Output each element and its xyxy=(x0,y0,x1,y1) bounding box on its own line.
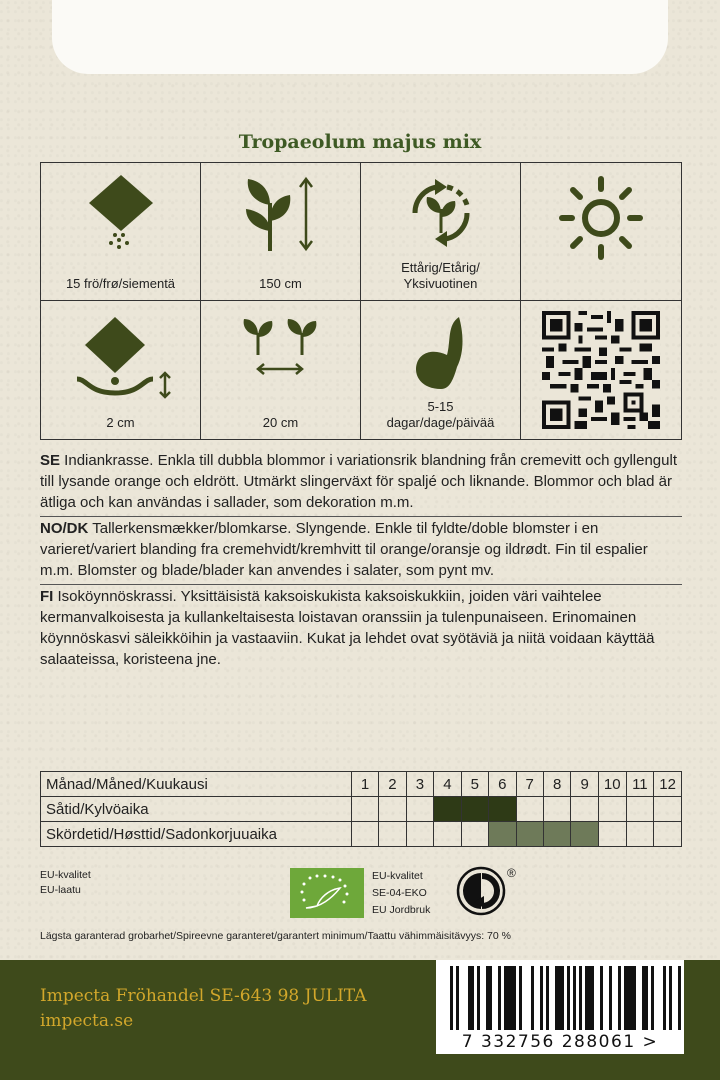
barcode-bar xyxy=(618,966,621,1030)
month-12: 12 xyxy=(654,772,682,797)
full-sun-icon xyxy=(556,173,646,263)
month-11: 11 xyxy=(626,772,654,797)
barcode-bar xyxy=(531,966,534,1030)
spacing-cell xyxy=(201,301,361,439)
registered-mark: ® xyxy=(507,866,516,880)
description-fi: FI Isoköynnöskrassi. Yksittäisistä kaksoiskukista kaksoiskukkiin, joiden väri vaihtelee kermanvalkoisesta ja kullankeltaisesta loistavan oranssiin ja tulenpunaiseen. Erinomainen köynnöskasvi säleikköihin ja vastaaviin. Kukat ja lehdet ovat syötäviä ja niitä voidaan käyttää salaateissa, koristeena jne. xyxy=(40,588,655,668)
harvest-cell-1 xyxy=(351,822,378,847)
eu-organic-leaf-icon xyxy=(290,868,364,918)
icon-grid xyxy=(40,162,682,440)
harvest-cell-5 xyxy=(461,822,488,847)
germination-guarantee: Lägsta garanterad grobarhet/Spireevne garanteret/garantert minimum/Taattu vähimmäisitävyys: 70 % xyxy=(40,930,511,942)
month-header-label: Månad/Måned/Kuukausi xyxy=(41,772,352,797)
green-dot-recycle-icon xyxy=(456,866,506,916)
barcode-bar xyxy=(579,966,582,1030)
germination-time-label: 5-15 dagar/dage/päivää xyxy=(386,399,495,430)
sow-cell-6 xyxy=(489,797,516,822)
seed-packet-icon xyxy=(81,173,161,253)
calendar-sow-row xyxy=(41,797,682,822)
month-2: 2 xyxy=(379,772,406,797)
harvest-cell-2 xyxy=(379,822,406,847)
sow-cell-7 xyxy=(516,797,543,822)
harvest-cell-9 xyxy=(571,822,598,847)
description-no-dk: NO/DK Tallerkensmækker/blomkarse. Slyngende. Enkle til fyldte/doble blomster i en varieret/variert blanding fra cremehvidt/kremhvitt til orange/oransje og ildrødt. Fin til espalier m.m. Blomster og blade/blader kan anvendes i salater, som pynt mv. xyxy=(40,518,682,585)
spacing-label: 20 cm xyxy=(262,415,299,430)
sow-cell-5 xyxy=(461,797,488,822)
harvest-cell-10 xyxy=(598,822,626,847)
harvest-cell-12 xyxy=(654,822,682,847)
barcode-bar xyxy=(600,966,603,1030)
description-se: SE Indiankrasse. Enkla till dubbla blommor i variationsrik blandning från cremevitt och gyllengult till lysande orange och eldrött. Utmärkt slingerväxt för spaljé och liknande. Blommor och blad är ätliga och kan användas i sallader, som dekoration m.m. xyxy=(40,450,682,517)
month-9: 9 xyxy=(571,772,598,797)
sowing-calendar xyxy=(40,771,682,847)
company-address xyxy=(40,984,366,1034)
sow-cell-10 xyxy=(598,797,626,822)
sow-cell-11 xyxy=(626,797,654,822)
plant-height-icon xyxy=(236,173,326,253)
barcode-digits: 7 332756 288061 > xyxy=(461,1032,659,1052)
barcode-bar xyxy=(669,966,672,1030)
month-4: 4 xyxy=(434,772,461,797)
barcode-bar xyxy=(519,966,522,1030)
height-label: 150 cm xyxy=(259,276,302,291)
harvest-label: Skördetid/Høsttid/Sadonkorjuuaika xyxy=(41,822,352,847)
description xyxy=(40,450,682,674)
seed-count-label: 15 frö/frø/siementä xyxy=(65,276,176,291)
harvest-cell-4 xyxy=(434,822,461,847)
barcode-bar xyxy=(486,966,492,1030)
lifecycle-cell xyxy=(361,163,521,301)
annual-cycle-icon xyxy=(401,173,481,253)
website-link[interactable]: impecta.se xyxy=(40,1011,134,1031)
sowing-depth-icon xyxy=(71,311,171,401)
barcode-bar xyxy=(624,966,636,1030)
barcode-bar xyxy=(450,966,453,1030)
barcode-bar xyxy=(546,966,549,1030)
harvest-cell-8 xyxy=(543,822,570,847)
month-6: 6 xyxy=(489,772,516,797)
barcode-bar xyxy=(663,966,666,1030)
harvest-cell-7 xyxy=(516,822,543,847)
barcode-bar xyxy=(609,966,612,1030)
sowing-depth-label: 2 cm xyxy=(106,415,135,430)
barcode-bar xyxy=(585,966,594,1030)
height-cell xyxy=(201,163,361,301)
ean-barcode xyxy=(436,960,684,1054)
harvest-cell-11 xyxy=(626,822,654,847)
qr-code[interactable] xyxy=(542,311,660,429)
barcode-bar xyxy=(567,966,570,1030)
barcode-bar xyxy=(504,966,516,1030)
seed-count-cell xyxy=(41,163,201,301)
barcode-bar xyxy=(642,966,648,1030)
sow-cell-3 xyxy=(406,797,433,822)
month-10: 10 xyxy=(598,772,626,797)
sun-cell xyxy=(521,163,681,301)
barcode-bar xyxy=(573,966,576,1030)
sow-label: Såtid/Kylvöaika xyxy=(41,797,352,822)
lifecycle-label: Ettårig/Etårig/ Yksivuotinen xyxy=(401,260,480,291)
calendar-harvest-row xyxy=(41,822,682,847)
eu-quality-right: EU-kvalitet SE-04-EKO EU Jordbruk xyxy=(372,870,431,916)
barcode-bar xyxy=(540,966,543,1030)
barcode-bar xyxy=(468,966,474,1030)
germinating-seed-icon xyxy=(401,311,481,391)
sowing-depth-cell xyxy=(41,301,201,439)
month-5: 5 xyxy=(461,772,488,797)
sow-cell-8 xyxy=(543,797,570,822)
barcode-bar xyxy=(456,966,459,1030)
sow-cell-1 xyxy=(351,797,378,822)
barcode-bar xyxy=(651,966,654,1030)
sow-cell-4 xyxy=(434,797,461,822)
barcode-bar xyxy=(678,966,681,1030)
month-8: 8 xyxy=(543,772,570,797)
qr-cell xyxy=(521,301,681,439)
species-title: Tropaeolum majus mix xyxy=(238,131,482,153)
barcode-bar xyxy=(498,966,501,1030)
month-7: 7 xyxy=(516,772,543,797)
eu-quality-left: EU-kvalitet EU-laatu xyxy=(40,869,91,896)
month-3: 3 xyxy=(406,772,433,797)
barcode-bar xyxy=(477,966,480,1030)
hang-hole xyxy=(52,0,668,74)
barcode-bar xyxy=(555,966,564,1030)
sow-cell-2 xyxy=(379,797,406,822)
sow-cell-9 xyxy=(571,797,598,822)
plant-spacing-icon xyxy=(236,311,326,381)
sow-cell-12 xyxy=(654,797,682,822)
company-name-line: Impecta Fröhandel SE-643 98 JULITA xyxy=(40,986,367,1006)
harvest-cell-3 xyxy=(406,822,433,847)
month-1: 1 xyxy=(351,772,378,797)
calendar-header-row xyxy=(41,772,682,797)
barcode-bars xyxy=(436,960,684,1032)
germination-time-cell xyxy=(361,301,521,439)
harvest-cell-6 xyxy=(489,822,516,847)
